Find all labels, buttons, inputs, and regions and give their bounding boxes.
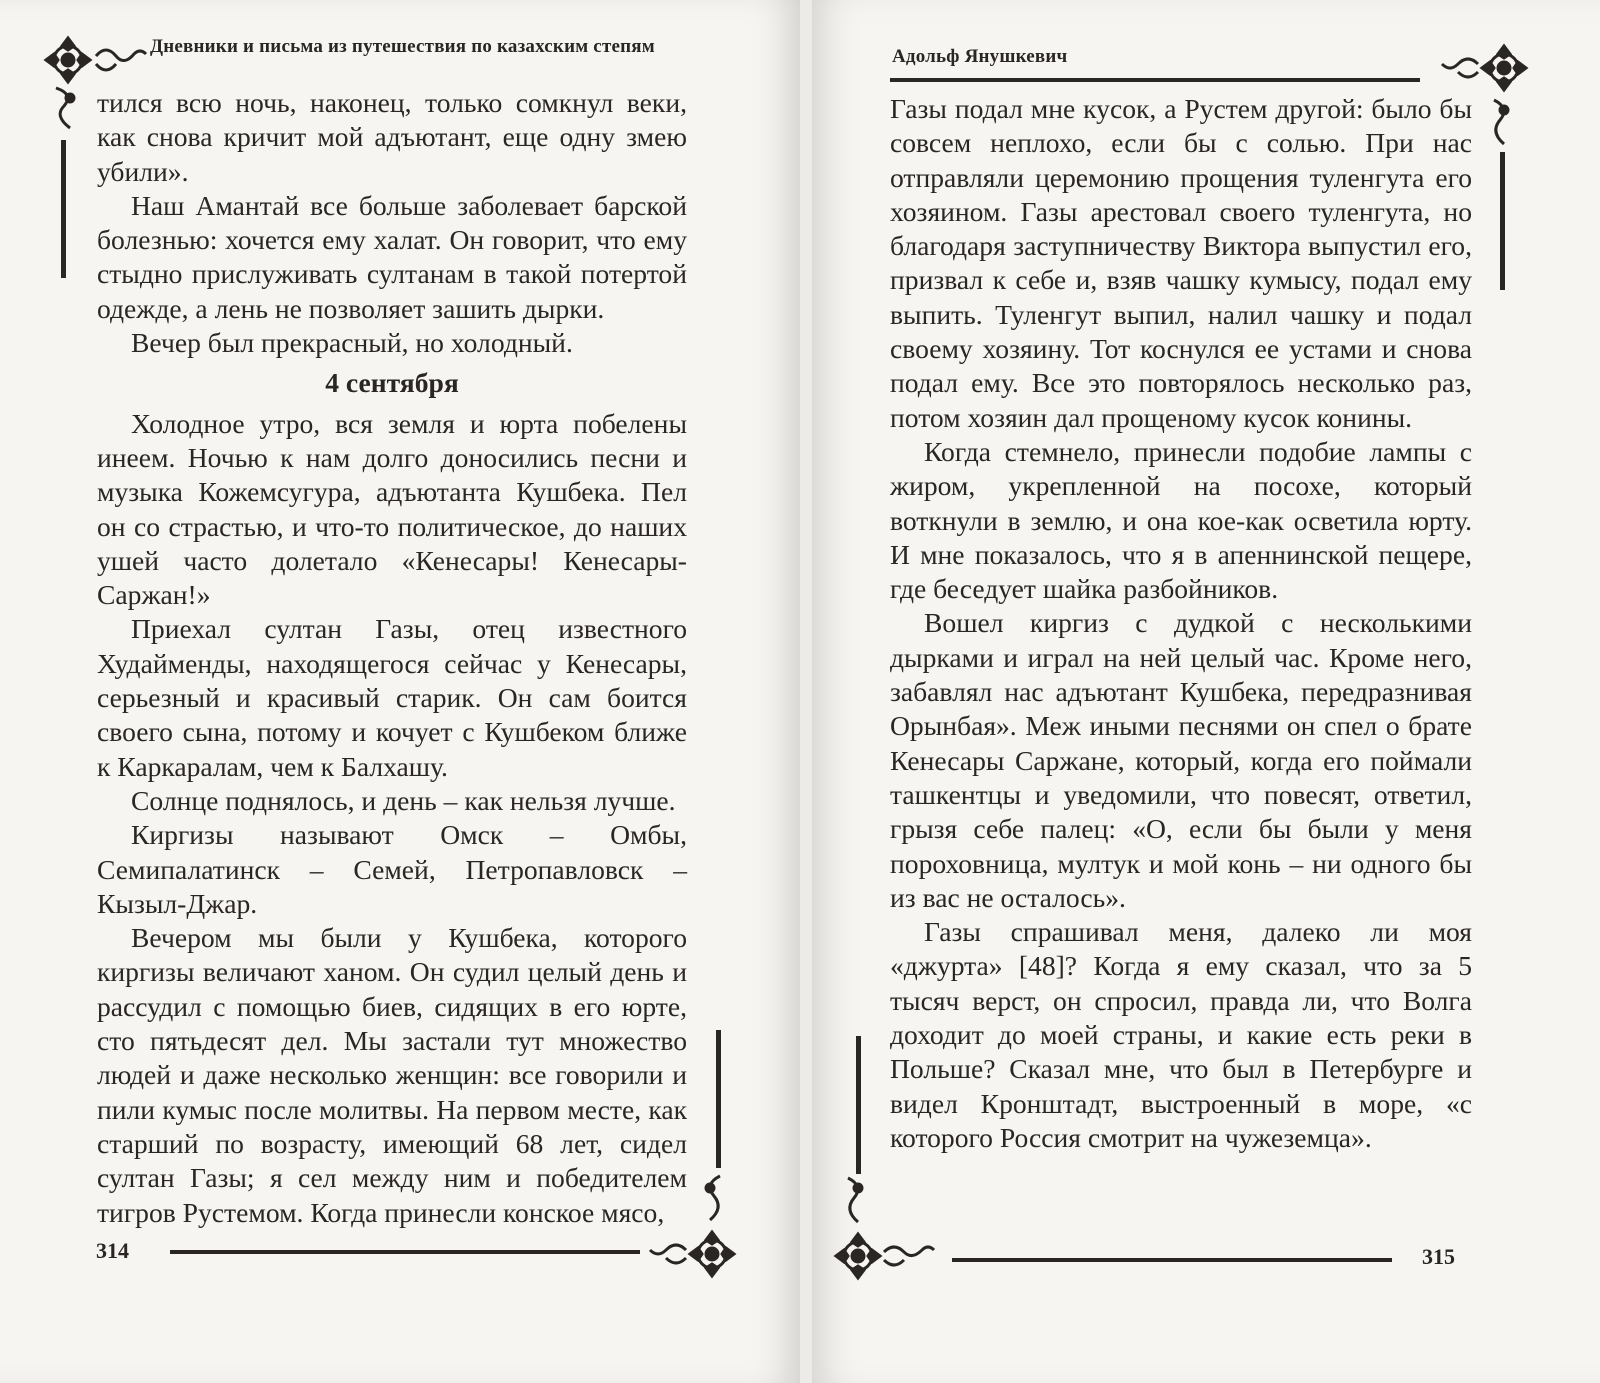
page-number: 315 bbox=[1422, 1244, 1455, 1269]
right-margin-bar bbox=[716, 1030, 721, 1168]
left-margin-bar bbox=[61, 140, 66, 278]
top-rule bbox=[890, 78, 1420, 82]
running-head: Адольф Янушкевич bbox=[892, 46, 1068, 67]
right-text-block bbox=[890, 92, 1472, 1155]
right-margin-bar bbox=[1500, 152, 1505, 290]
paragraph: Приехал султан Газы, отец известного Худайменды, находящегося сейчас у Кенесары, серьезный и красивый старик. Он сам боится своего сына, потому и кочует с Кушбеком ближе к Каркаралам, чем к Балхашу. bbox=[97, 613, 687, 782]
paragraph: Когда стемнело, принесли подобие лампы с жиром, укрепленной на посохе, который воткнули в землю, и она кое-как осветила юрту. И мне показалось, что я в апеннинской пещере, где беседует шайка разбойников. bbox=[890, 435, 1472, 605]
scroll-ornament-icon bbox=[48, 84, 82, 134]
left-text-block bbox=[97, 86, 687, 1230]
bottom-rule bbox=[952, 1258, 1392, 1262]
paragraph: Солнце поднялось, и день – как нельзя лучше. bbox=[131, 784, 676, 816]
running-head: Дневники и письма из путешествия по казахским степям bbox=[150, 36, 655, 57]
paragraph: Вечером мы были у Кушбека, которого киргизы величают ханом. Он судил целый день и рассудил с помощью биев, сидящих в его юрте, сто пятьдесят дел. Мы застали тут множество людей и даже несколько женщин: все говорили и пили кумыс после молитвы. На первом месте, как старший по возрасту, имеющий 68 лет, сидел султан Газы; я сел между ним и победителем тигров Рустемом. Когда принесли конское мясо, bbox=[97, 922, 687, 1228]
right-page bbox=[812, 0, 1600, 1383]
paragraph: Вечер был прекрасный, но холодный. bbox=[131, 327, 573, 359]
paragraph: Киргизы называют Омск – Омбы, Семипалатинск – Семей, Петропавловск – Кызыл-Джар. bbox=[97, 819, 687, 919]
paragraph: Холодное утро, вся земля и юрта побелены инеем. Ночью к нам долго доносились песни и музыка Кожемсугура, адъютанта Кушбека. Пел он со страстью, и что-то политическое, до наших ушей часто долетало «Кенесары! Кенесары-Саржан!» bbox=[97, 407, 687, 611]
book-gutter bbox=[800, 0, 812, 1383]
paragraph: Вошел киргиз с дудкой с несколькими дырками и играл на ней целый час. Кроме него, забавлял нас адъютант Кушбека, передразнивая Орынбая». Меж иными песнями он спел о брате Кенесары Саржане, который, когда его поймали ташкентцы и уведомили, что повесят, ответил, грызя себе палец: «О, если бы были у меня пороховница, мултук и мой конь – ни одного бы из вас не осталось». bbox=[890, 607, 1472, 913]
paragraph: тился всю ночь, наконец, только сомкнул веки, как снова кричит мой адъютант, еще одну змею убили». bbox=[97, 87, 687, 187]
bottom-rule bbox=[170, 1250, 640, 1254]
corner-ornament-icon bbox=[40, 30, 150, 90]
page-number: 314 bbox=[96, 1238, 129, 1263]
corner-ornament-icon bbox=[830, 1172, 950, 1282]
paragraph: Газы спрашивал меня, далеко ли моя «джурта» [48]? Когда я ему сказал, что за 5 тысяч верст, он спросил, правда ли, что Волга доходит до моей страны, и какие есть реки в Польше? Сказал мне, что был в Петербурге и видел Кронштадт, выстроенный в море, «с которого Россия смотрит на чужеземца». bbox=[890, 916, 1472, 1153]
corner-ornament-icon bbox=[630, 1170, 740, 1280]
section-heading: 4 сентября bbox=[325, 367, 459, 399]
paragraph: Наш Амантай все больше заболевает барской болезнью: хочется ему халат. Он говорит, что ему стыдно прислуживать султанам в такой потертой одежде, а лень не позволяет зашить дырки. bbox=[97, 189, 687, 324]
left-margin-bar bbox=[856, 1036, 861, 1174]
paragraph: Газы подал мне кусок, а Рустем другой: было бы совсем неплохо, если бы с солью. При нас отправляли церемонию прощения туленгута его хозяином. Газы арестовал своего туленгута, но благодаря заступничеству Виктора выпустил его, призвал к себе и, взяв чашку кумысу, подал ему выпить. Туленгут выпил, налил чашку и подал своему хозяину. Тот коснулся ее устами и снова подал ему. Все это повторялось несколько раз, потом хозяин дал прощеному кусок конины. bbox=[890, 93, 1472, 433]
